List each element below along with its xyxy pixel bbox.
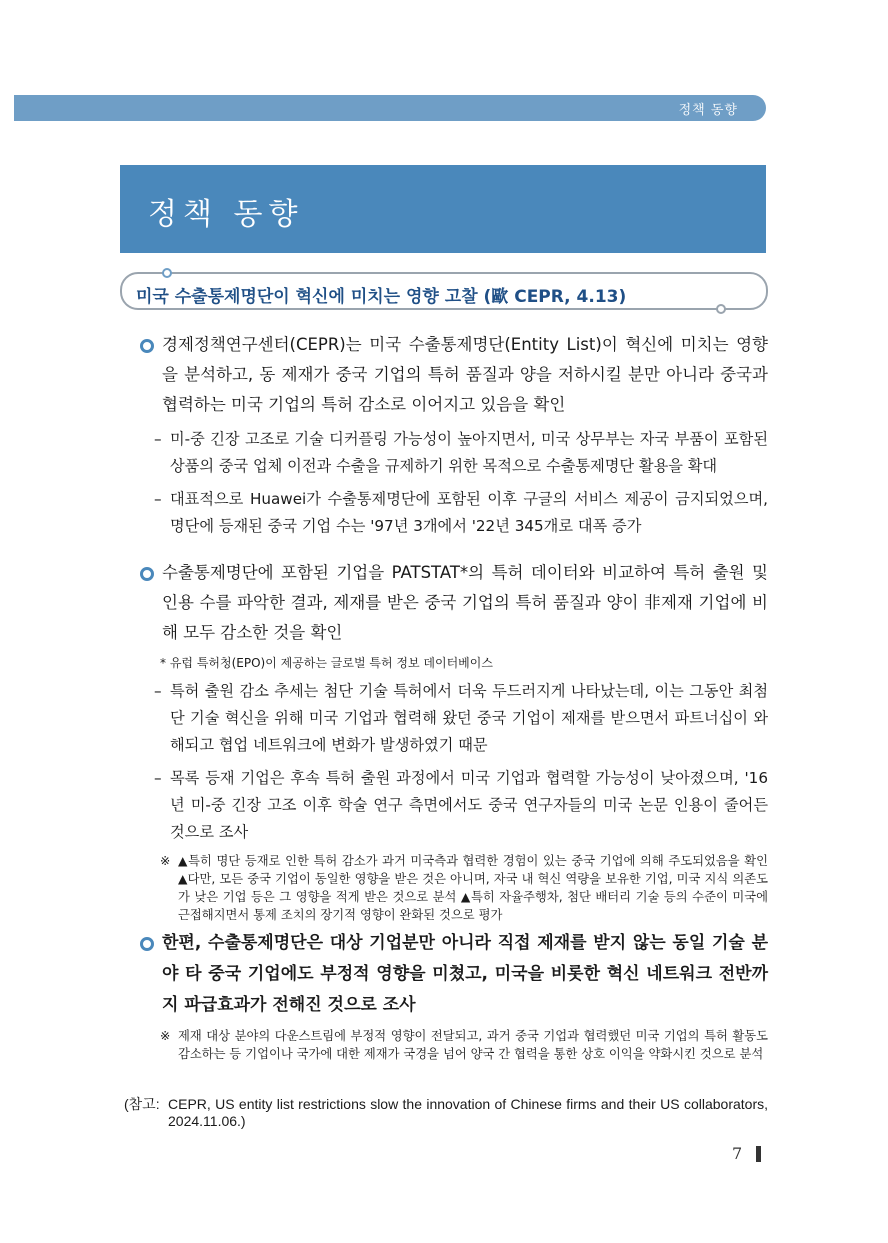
dash-mark: – — [154, 490, 162, 508]
sub-point-text: 특허 출원 감소 추세는 첨단 기술 특허에서 더욱 두드러지게 나타났는데, 이는 그동안 최첨단 기술 혁신을 위해 미국 기업과 협력해 왔던 중국 기업이 제재를 받으면서 파트너십이 와해되고 협업 네트워크에 변화가 발생하였기 때문 — [170, 682, 768, 754]
page-number-bar — [756, 1146, 761, 1162]
note-text: ▲특히 명단 등재로 인한 특허 감소가 과거 미국측과 협력한 경험이 있는 중국 기업에 의해 주도되었음을 확인 ▲다만, 모든 중국 기업이 동일한 영향을 받은 것은 아니며, 자국 내 혁신 역량을 보유한 기업, 미국 지식 의존도가 낮은 기업 등은 그 영향을 적게 받은 것으로 분석 ▲특히 자율주행차, 첨단 배터리 기술 등의 수준이 미국에 근접해지면서 통제 조치의 장기적 영향이 완화된 것으로 평가 — [178, 854, 768, 922]
bullet-text: 한편, 수출통제명단은 대상 기업분만 아니라 직접 제재를 받지 않는 동일 기술 분야 타 중국 기업에도 부정적 영향을 미쳤고, 미국을 비롯한 혁신 네트워크 전반까지 파급효과가 전해진 것으로 조사 — [162, 933, 768, 1015]
reference-prefix: (참고: — [124, 1096, 160, 1112]
sub-point — [120, 426, 768, 480]
reference — [124, 1096, 768, 1130]
dash-mark: – — [154, 430, 162, 448]
circle-bullet-icon — [140, 567, 154, 581]
note — [120, 852, 768, 924]
headline-title: 미국 수출통제명단이 혁신에 미치는 영향 고찰 (歐 CEPR, 4.13) — [136, 287, 627, 307]
sub-point — [120, 486, 768, 540]
article-body — [120, 330, 768, 1063]
bullet-text: 경제정책연구센터(CEPR)는 미국 수출통제명단(Entity List)이 혁신에 미치는 영향을 분석하고, 동 제재가 중국 기업의 특허 품질과 양을 저하시킬 분만 아니라 중국과 협력하는 미국 기업의 특허 감소로 이어지고 있음을 확인 — [162, 335, 768, 414]
sub-point — [120, 765, 768, 846]
page-number: 7 — [732, 1144, 743, 1163]
sub-point-text: 목록 등재 기업은 후속 특허 출원 과정에서 미국 기업과 협력할 가능성이 낮아졌으며, '16년 미-중 긴장 고조 이후 학술 연구 측면에서도 중국 연구자들의 미국 논문 인용이 줄어든 것으로 조사 — [170, 769, 768, 841]
title-banner — [120, 165, 766, 253]
sub-point — [120, 678, 768, 759]
headline-box — [120, 272, 768, 310]
sub-point-text: 미-중 긴장 고조로 기술 디커플링 가능성이 높아지면서, 미국 상무부는 자국 부품이 포함된 상품의 중국 업체 이전과 수출을 규제하기 위한 목적으로 수출통제명단 활용을 확대 — [170, 430, 768, 475]
dash-mark: – — [154, 682, 162, 700]
page-title: 정책 동향 — [148, 197, 304, 232]
header-band — [14, 95, 766, 121]
dash-mark: – — [154, 769, 162, 787]
sub-point-text: 대표적으로 Huawei가 수출통제명단에 포함된 이후 구글의 서비스 제공이 금지되었으며, 명단에 등재된 중국 기업 수는 '97년 3개에서 '22년 345개로 대폭 증가 — [170, 490, 768, 535]
bullet-text: 수출통제명단에 포함된 기업을 PATSTAT*의 특허 데이터와 비교하여 특허 출원 및 인용 수를 파악한 결과, 제재를 받은 중국 기업의 특허 품질과 양이 非제재 기업에 비해 모두 감소한 것을 확인 — [162, 563, 768, 642]
note-mark: ※ — [160, 1029, 171, 1043]
section-label: 정책 동향 — [678, 103, 738, 118]
circle-bullet-icon — [140, 339, 154, 353]
decorative-dot — [162, 268, 172, 278]
bullet-paragraph — [120, 928, 768, 1021]
circle-bullet-icon — [140, 937, 154, 951]
bullet-paragraph — [120, 558, 768, 648]
decorative-dot — [716, 304, 726, 314]
reference-body: CEPR, US entity list restrictions slow the innovation of Chinese firms and their US collaborators, 2024.11.06.) — [168, 1096, 768, 1129]
note — [120, 1027, 768, 1063]
note-mark: ※ — [160, 854, 171, 868]
note-text: 제재 대상 분야의 다운스트림에 부정적 영향이 전달되고, 과거 중국 기업과 협력했던 미국 기업의 특허 활동도 감소하는 등 기업이나 국가에 대한 제재가 국경을 넘어 양국 간 협력을 통한 상호 이익을 약화시킨 것으로 분석 — [178, 1029, 768, 1061]
bullet-paragraph — [120, 330, 768, 420]
footnote: * 유럽 특허청(EPO)이 제공하는 글로벌 특허 정보 데이터베이스 — [160, 656, 493, 670]
